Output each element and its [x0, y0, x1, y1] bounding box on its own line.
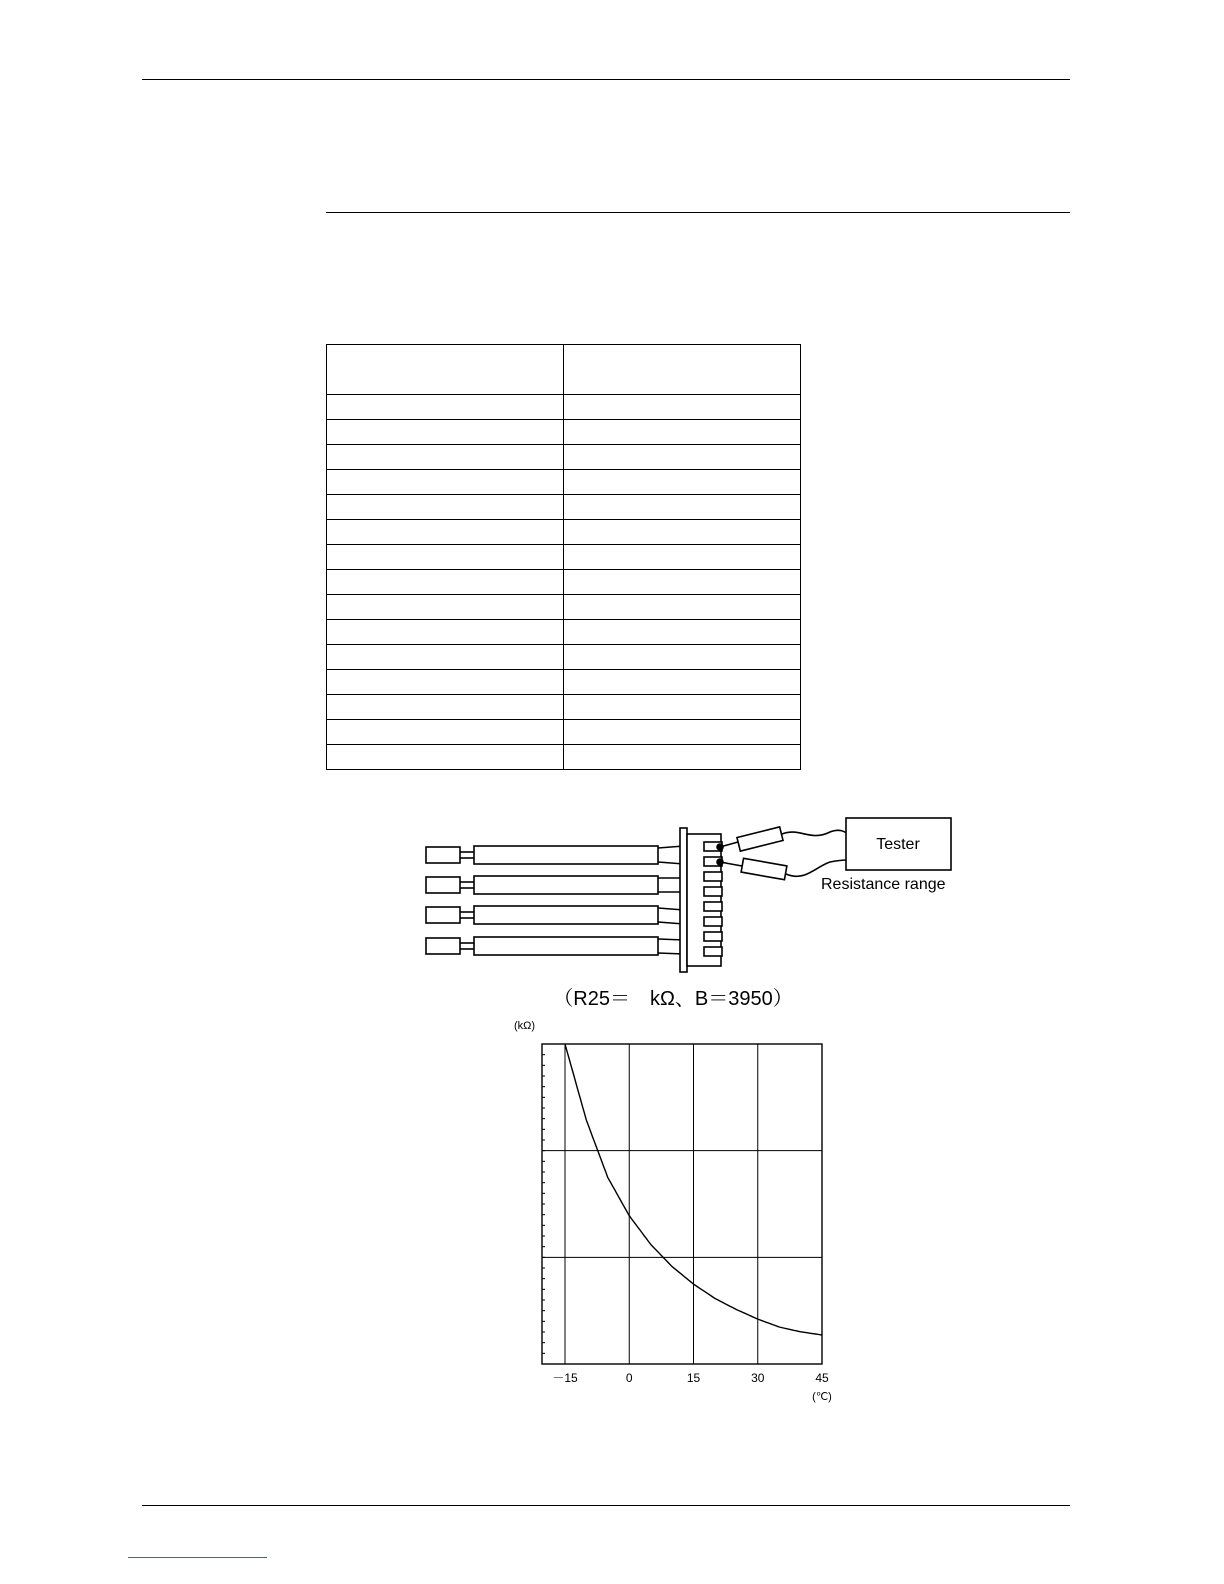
table-row — [327, 595, 801, 620]
table-cell — [564, 570, 801, 595]
table-cell — [564, 645, 801, 670]
x-axis-unit-label: (℃) — [812, 1391, 832, 1403]
table-cell — [564, 745, 801, 770]
sensor-probe — [426, 846, 684, 864]
tester-leads — [717, 827, 848, 880]
resistance-curve-chart — [500, 988, 860, 1410]
table-cell — [327, 695, 564, 720]
table-body — [327, 395, 801, 770]
sensor-probe — [426, 937, 684, 955]
table-cell — [564, 670, 801, 695]
table-cell — [327, 420, 564, 445]
table-cell — [564, 695, 801, 720]
sensor-probe — [426, 876, 684, 894]
x-axis-labels — [552, 1371, 829, 1385]
sensor-probe — [426, 906, 684, 924]
table-cell — [327, 545, 564, 570]
table-cell — [327, 470, 564, 495]
table-row — [327, 545, 801, 570]
table-cell — [327, 720, 564, 745]
table-cell — [564, 545, 801, 570]
table-cell — [327, 595, 564, 620]
table-cell — [327, 670, 564, 695]
connector-block — [680, 828, 722, 972]
table-header-cell — [564, 345, 801, 395]
plot-frame — [542, 1044, 822, 1364]
table-cell — [564, 520, 801, 545]
y-axis-unit-label: (kΩ) — [514, 1020, 536, 1032]
table-row — [327, 570, 801, 595]
footer-link-underline[interactable] — [128, 1557, 267, 1558]
x-tick-label: －15 — [552, 1371, 578, 1385]
table-row — [327, 395, 801, 420]
table-cell — [327, 570, 564, 595]
section-rule — [326, 212, 1070, 213]
table-row — [327, 445, 801, 470]
table-row — [327, 620, 801, 645]
x-tick-label: 45 — [815, 1371, 829, 1385]
resistance-table — [326, 344, 801, 770]
table-cell — [327, 445, 564, 470]
table-cell — [564, 720, 801, 745]
chart-grid — [542, 1044, 822, 1364]
table-cell — [327, 495, 564, 520]
table-cell — [327, 395, 564, 420]
table-cell — [327, 620, 564, 645]
table-cell — [564, 445, 801, 470]
footer-rule — [142, 1505, 1070, 1506]
table-header-row — [327, 345, 801, 395]
table-cell — [564, 420, 801, 445]
tester-label: Tester — [876, 836, 920, 853]
table-cell — [564, 495, 801, 520]
table-cell — [564, 595, 801, 620]
x-tick-label: 30 — [751, 1371, 765, 1385]
table-cell — [564, 395, 801, 420]
x-tick-label: 15 — [686, 1371, 701, 1385]
x-tick-label: 0 — [625, 1371, 633, 1385]
table-row — [327, 720, 801, 745]
table-cell — [327, 645, 564, 670]
table-row — [327, 420, 801, 445]
table-row — [327, 520, 801, 545]
formula-label: （R25＝ kΩ、B＝3950） — [553, 988, 793, 1010]
table-header-cell — [327, 345, 564, 395]
resistance-range-label: Resistance range — [821, 876, 946, 893]
table-row — [327, 695, 801, 720]
table-row — [327, 745, 801, 770]
table-row — [327, 670, 801, 695]
table-cell — [327, 745, 564, 770]
table-row — [327, 470, 801, 495]
wiring-diagram — [420, 812, 980, 992]
header-rule — [142, 79, 1070, 80]
table-cell — [564, 620, 801, 645]
table-cell — [327, 520, 564, 545]
table-cell — [564, 470, 801, 495]
table-row — [327, 495, 801, 520]
table-row — [327, 645, 801, 670]
